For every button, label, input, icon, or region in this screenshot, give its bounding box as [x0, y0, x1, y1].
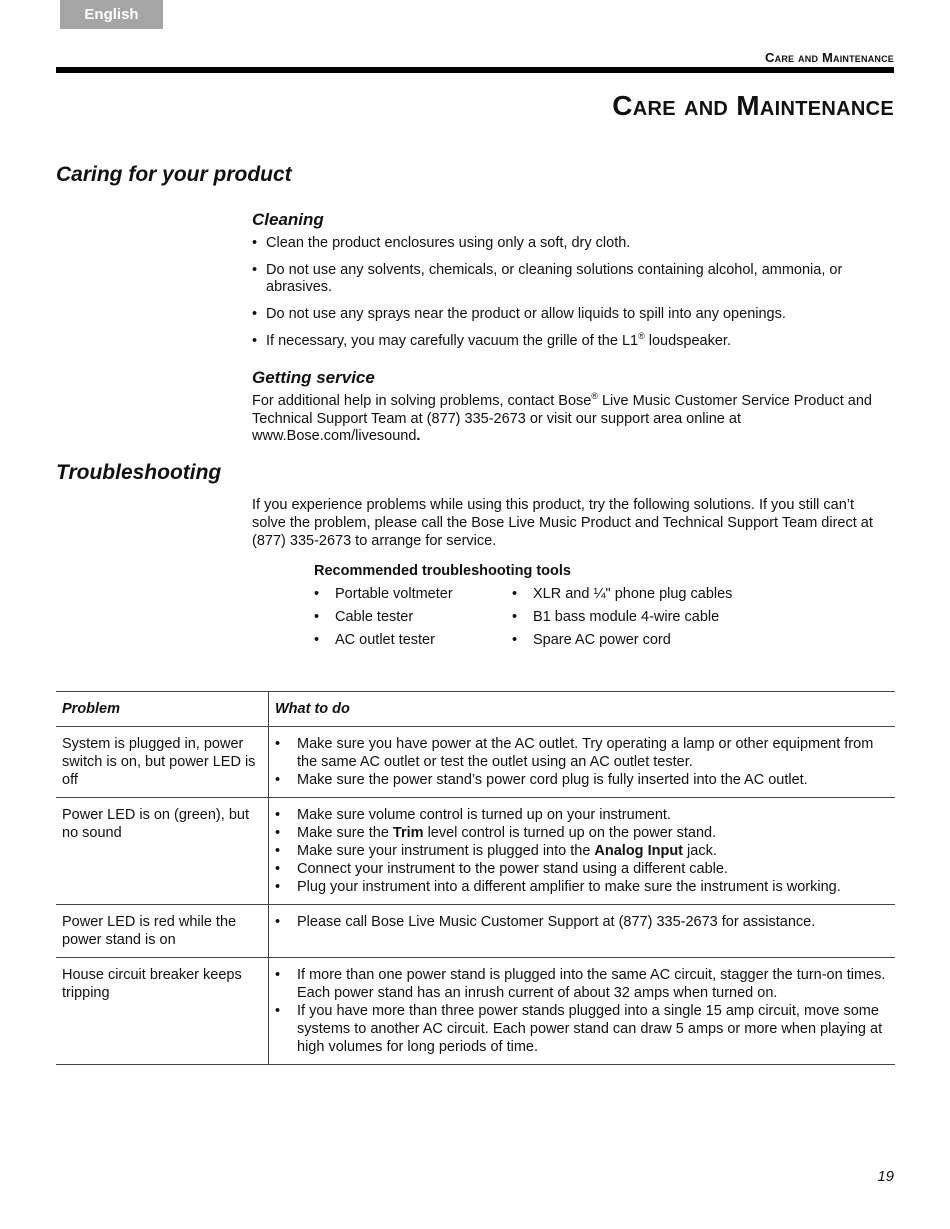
- column-header-problem: Problem: [56, 692, 269, 727]
- solution-item: • Make sure volume control is turned up on your instrument.: [275, 806, 889, 824]
- header-rule: [56, 67, 894, 73]
- solution-item: • Connect your instrument to the power stand using a different cable.: [275, 860, 889, 878]
- service-text: For additional help in solving problems, contact Bose: [252, 393, 592, 409]
- table-row: [56, 905, 895, 958]
- solution-text: Make sure your instrument is plugged into the: [297, 843, 595, 859]
- section-heading-troubleshooting: Troubleshooting: [56, 461, 222, 484]
- subheading-getting-service: Getting service: [252, 368, 375, 387]
- solution-text: jack.: [683, 843, 717, 859]
- tools-list: [314, 586, 814, 649]
- list-item: • Do not use any solvents, chemicals, or cleaning solutions containing alcohol, ammonia, or abrasives.: [252, 262, 892, 296]
- language-tab[interactable]: English: [60, 0, 163, 29]
- tools-title: Recommended troubleshooting tools: [314, 563, 571, 579]
- page-number: 19: [877, 1168, 894, 1185]
- solution-cell: [269, 727, 896, 798]
- cleaning-list: [252, 235, 892, 360]
- problem-cell: House circuit breaker keeps tripping: [56, 958, 269, 1065]
- control-name-trim: Trim: [392, 825, 424, 841]
- problem-cell: System is plugged in, power switch is on, but power LED is off: [56, 727, 269, 798]
- subheading-cleaning: Cleaning: [252, 210, 324, 229]
- tool-item: • Spare AC power cord: [512, 632, 812, 649]
- solution-item: • Make sure you have power at the AC outlet. Try operating a lamp or other equipment from the same AC outlet or test the outlet using an AC outlet tester.: [275, 735, 889, 771]
- solution-item: [275, 824, 889, 842]
- registered-mark: ®: [591, 391, 598, 402]
- tool-item: • B1 bass module 4-wire cable: [512, 609, 812, 626]
- tool-item: • XLR and ¼" phone plug cables: [512, 586, 812, 603]
- solution-item: [275, 842, 889, 860]
- problem-cell: Power LED is on (green), but no sound: [56, 798, 269, 905]
- list-item-text: loudspeaker.: [644, 333, 731, 349]
- column-header-what-to-do: What to do: [275, 701, 350, 717]
- jack-name-analog-input: Analog Input: [594, 843, 683, 859]
- troubleshooting-table: [56, 691, 895, 1065]
- solution-cell: [269, 905, 896, 958]
- table-row: [56, 958, 895, 1065]
- list-item: [252, 333, 892, 350]
- solution-item: • Plug your instrument into a different amplifier to make sure the instrument is working.: [275, 878, 889, 896]
- solution-item: • Make sure the power stand’s power cord plug is fully inserted into the AC outlet.: [275, 771, 889, 789]
- tool-item: • AC outlet tester: [314, 632, 512, 649]
- troubleshooting-intro: If you experience problems while using this product, try the following solutions. If you still can’t solve the problem, please call the Bose Live Music Product and Technical Support Team direct at (877) 335-2673 to arrange for service.: [252, 497, 873, 549]
- solution-cell: [269, 798, 896, 905]
- tool-item: • Cable tester: [314, 609, 512, 626]
- solution-item: • Please call Bose Live Music Customer Support at (877) 335-2673 for assistance.: [275, 913, 889, 931]
- list-item-text: If necessary, you may carefully vacuum the grille of the L1: [266, 333, 639, 349]
- table-header-row: [56, 692, 895, 727]
- section-heading-caring: Caring for your product: [56, 163, 292, 186]
- list-item: • Clean the product enclosures using only a soft, dry cloth.: [252, 235, 892, 252]
- service-period: .: [416, 428, 421, 444]
- tool-item: • Portable voltmeter: [314, 586, 512, 603]
- problem-cell: Power LED is red while the power stand is on: [56, 905, 269, 958]
- service-paragraph: [252, 393, 897, 446]
- registered-mark: ®: [638, 331, 645, 342]
- page-title: Care and Maintenance: [612, 90, 894, 121]
- table-row: [56, 727, 895, 798]
- solution-text: level control is turned up on the power stand.: [423, 825, 717, 841]
- table-row: [56, 798, 895, 905]
- solution-text: Make sure the: [297, 825, 393, 841]
- running-header: Care and Maintenance: [765, 50, 894, 65]
- solution-cell: [269, 958, 896, 1065]
- list-item: • Do not use any sprays near the product or allow liquids to spill into any openings.: [252, 306, 892, 323]
- solution-item: • If more than one power stand is plugged into the same AC circuit, stagger the turn-on times. Each power stand has an inrush current of about 32 amps when turned on.: [275, 966, 889, 1002]
- solution-item: • If you have more than three power stands plugged into a single 15 amp circuit, move some systems to another AC circuit. Each power stand can draw 5 amps or more when playing at high volumes for long periods of time.: [275, 1002, 889, 1056]
- service-text: Live Music Customer Service Product and Technical Support Team at (877) 335-2673 or visit our support area online at www.Bose.com/livesound: [252, 393, 872, 444]
